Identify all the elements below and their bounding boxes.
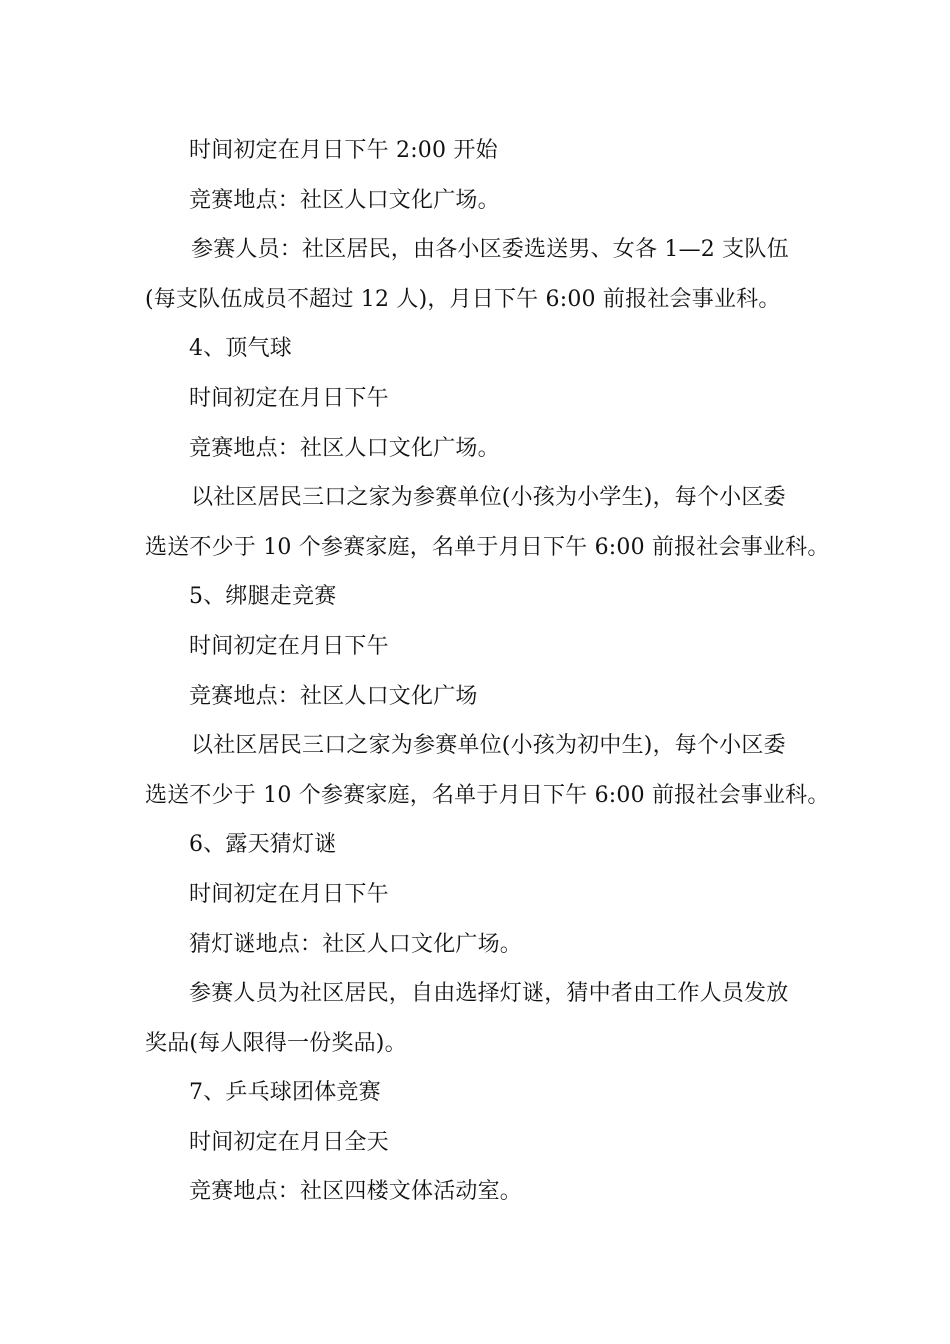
section-heading: 5、绑腿走竞赛	[189, 584, 337, 610]
document-body	[145, 126, 830, 1217]
text-line: 参赛人员：社区居民，由各小区委选送男、女各 1—2 支队伍	[191, 237, 789, 263]
text-line: 时间初定在月日下午	[189, 633, 389, 659]
text-line: 以社区居民三口之家为参赛单位(小孩为小学生)，每个小区委	[191, 485, 786, 511]
section-heading: 7、乒乓球团体竞赛	[189, 1080, 381, 1106]
text-line: 竞赛地点：社区人口文化广场	[189, 683, 478, 709]
text-line: 奖品(每人限得一份奖品)。	[145, 1030, 407, 1056]
text-line: 时间初定在月日下午	[189, 385, 389, 411]
text-line: 参赛人员为社区居民，自由选择灯谜，猜中者由工作人员发放	[189, 981, 789, 1007]
text-line: 猜灯谜地点：社区人口文化广场。	[189, 931, 523, 957]
text-line: 选送不少于 10 个参赛家庭，名单于月日下午 6:00 前报社会事业科。	[145, 534, 830, 560]
text-line: 竞赛地点：社区人口文化广场。	[189, 435, 500, 461]
text-line: 时间初定在月日全天	[189, 1129, 389, 1155]
text-line: 竞赛地点：社区四楼文体活动室。	[189, 1179, 523, 1205]
text-line: 时间初定在月日下午	[189, 881, 389, 907]
text-line: 竞赛地点：社区人口文化广场。	[189, 187, 500, 213]
section-heading: 6、露天猜灯谜	[189, 832, 337, 858]
text-line: 选送不少于 10 个参赛家庭，名单于月日下午 6:00 前报社会事业科。	[145, 782, 830, 808]
text-line: 以社区居民三口之家为参赛单位(小孩为初中生)，每个小区委	[191, 733, 786, 759]
text-line: 时间初定在月日下午 2:00 开始	[189, 138, 498, 163]
text-line: (每支队伍成员不超过 12 人)，月日下午 6:00 前报社会事业科。	[145, 286, 781, 312]
section-heading: 4、顶气球	[189, 336, 292, 362]
